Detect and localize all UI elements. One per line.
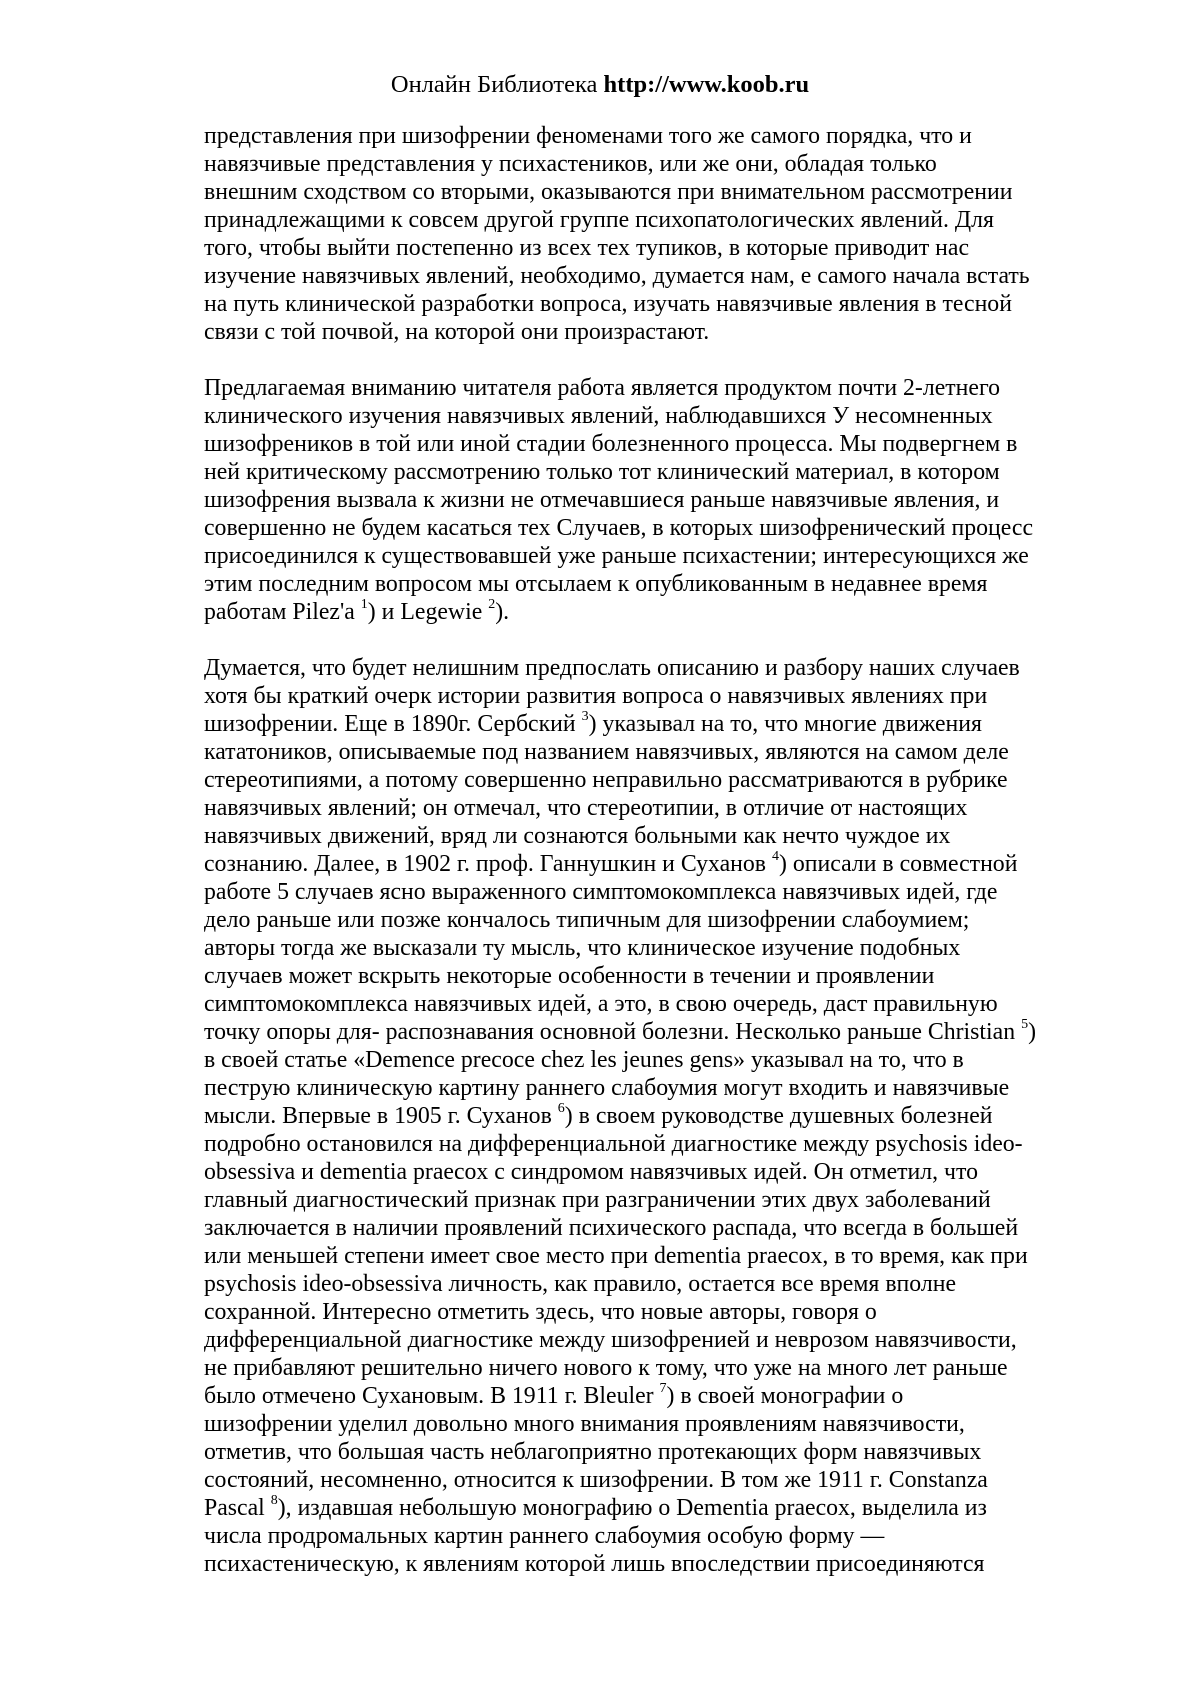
text-line: этим последним вопросом мы отсылаем к опубликованным в недавнее время [204,571,988,597]
text-line: obsessiva и dementia praecox с синдромом навязчивых идей. Он отметил, что [204,1159,979,1185]
text-line: совершенно не будем касаться тех Случаев, в которых шизофренический процесс [204,515,1034,541]
text-line: внешним сходством со вторыми, оказываются при внимательном рассмотрении [204,179,1013,205]
text-fragment: точку опоры для- распознавания основной болезни. Несколько раньше Christian [204,1019,1022,1045]
footnote-ref-4[interactable]: 4 [772,849,779,865]
text-line: не прибавляют решительно ничего нового к тому, что уже на много лет раньше [204,1355,1008,1381]
text-fragment: мысли. Впервые в 1905 г. Суханов [204,1103,558,1129]
text-line: представления при шизофрении феноменами того же самого порядка, что и [204,123,972,149]
footnote-ref-6[interactable]: 6 [557,1101,565,1117]
paragraph-3 [204,654,1094,1578]
text-line: симптомокомплекса навязчивых идей, а это, в свою очередь, даст правильную [204,991,998,1017]
text-line-with-footnotes [204,598,1094,626]
text-line: клинического изучения навязчивых явлений, наблюдавшихся У несомненных [204,403,993,429]
text-line: связи с той почвой, на которой они произрастают. [204,319,710,345]
text-line: того, чтобы выйти постепенно из всех тех тупиков, в которые приводит нас [204,235,970,261]
text-line: числа продромальных картин раннего слабоумия особую форму — [204,1523,885,1549]
text-fragment: ) в своем руководстве душевных болезней [564,1103,993,1129]
text-fragment: шизофрении. Еще в 1890г. Сербский [204,711,582,737]
text-fragment: сознанию. Далее, в 1902 г. проф. Ганнушкин и Суханов [204,851,772,877]
page-header [0,70,1200,100]
text-line: шизофрении уделил довольно много внимания проявлениям навязчивости, [204,1411,965,1437]
text-line: на путь клинической разработки вопроса, изучать навязчивые явления в тесной [204,291,1012,317]
text-line: кататоников, описываемые под названием навязчивых, являются на самом деле [204,739,1009,765]
text-line: случаев может вскрыть некоторые особенности в течении и проявлении [204,963,935,989]
paragraph-2 [204,374,1094,626]
text-line: авторы тогда же высказали ту мысль, что клиническое изучение подобных [204,935,961,961]
text-line-with-footnote [204,710,1094,738]
text-fragment: ) указывал на то, что многие движения [588,711,982,737]
text-fragment: работам Pilez'a [204,599,361,625]
footnote-ref-8[interactable]: 8 [270,1493,278,1509]
text-line: пеструю клиническую картину раннего слабоумия могут входить и навязчивые [204,1075,1010,1101]
text-line: шизофрения вызвала к жизни не отмечавшиеся раньше навязчивые явления, и [204,487,1000,513]
paragraph-1 [204,122,1094,346]
text-line: присоединился к существовавшей уже раньше психастении; интересующихся же [204,543,1029,569]
footnote-ref-7[interactable]: 7 [659,1381,667,1397]
text-line-with-footnote [204,850,1094,878]
text-fragment: ) [1028,1019,1037,1045]
text-fragment: Pascal [204,1495,271,1521]
text-line: Предлагаемая вниманию читателя работа является продуктом почти 2-летнего [204,375,1001,401]
text-line: в своей статье «Demence precoce chez les jeunes gens» указывал на то, что в [204,1047,964,1073]
text-line: отметив, что большая часть неблагоприятно протекающих форм навязчивых [204,1439,982,1465]
text-line: шизофреников в той или иной стадии болезненного процесса. Мы подвергнем в [204,431,1018,457]
text-fragment: было отмечено Сухановым. В 1911 г. Bleuler [204,1383,660,1409]
text-line: принадлежащими к совсем другой группе психопатологических явлений. Для [204,207,994,233]
text-line: подробно остановился на дифференциальной диагностике между psychosis ideo- [204,1131,1023,1157]
text-fragment: ), издавшая небольшую монографию о Dementia praecox, выделила из [277,1495,987,1521]
footnote-ref-5[interactable]: 5 [1021,1017,1029,1033]
text-line: хотя бы краткий очерк истории развития вопроса о навязчивых явлениях при [204,683,988,709]
text-line-with-footnote [204,1494,1094,1522]
text-fragment: ). [495,599,510,625]
text-line-with-footnote [204,1102,1094,1130]
footnote-ref-3[interactable]: 3 [581,709,589,725]
text-line: главный диагностический признак при разграничении этих двух заболеваний [204,1187,991,1213]
text-line: ней критическому рассмотрению только тот клинический материал, в котором [204,459,1000,485]
text-line: стереотипиями, а потому совершенно неправильно рассматриваются в рубрике [204,767,1008,793]
footnote-ref-2[interactable]: 2 [488,597,496,613]
text-line: Думается, что будет нелишним предпослать описанию и разбору наших случаев [204,655,1020,681]
text-line: состояний, несомненно, относится к шизофрении. В том же 1911 г. Constanza [204,1467,988,1493]
text-line: или меньшей степени имеет свое место при dementia praecox, в то время, как при [204,1243,1028,1269]
library-url-link[interactable]: http://www.koob.ru [603,71,810,98]
text-line: сохранной. Интересно отметить здесь, что новые авторы, говоря о [204,1299,877,1325]
text-line-with-footnote [204,1018,1094,1046]
text-line: изучение навязчивых явлений, необходимо, думается нам, е самого начала встать [204,263,1030,289]
text-line-with-footnote [204,1382,1094,1410]
text-line: навязчивых явлений; он отмечал, что стереотипии, в отличие от настоящих [204,795,968,821]
text-fragment: ) в своей монографии о [666,1383,904,1409]
text-line: психастеническую, к явлениям которой лишь впоследствии присоединяются [204,1551,985,1577]
text-line: работе 5 случаев ясно выраженного симптомокомплекса навязчивых идей, где [204,879,998,905]
text-fragment: ) описали в совместной [779,851,1018,877]
library-label: Онлайн Библиотека [390,71,598,98]
text-line: psychosis ideo-obsessiva личность, как правило, остается все время вполне [204,1271,957,1297]
text-line: дело раньше или позже кончалось типичным для шизофрении слабоумием; [204,907,970,933]
footnote-ref-1[interactable]: 1 [360,597,368,613]
text-line: навязчивые представления у психастеников, или же они, обладая только [204,151,937,177]
text-line: заключается в наличии проявлений психического распада, что всегда в большей [204,1215,1019,1241]
text-line: навязчивых движений, вряд ли сознаются больными как нечто чуждое их [204,823,951,849]
text-line: дифференциальной диагностике между шизофренией и неврозом навязчивости, [204,1327,1017,1353]
text-fragment: ) и Legewie [367,599,489,625]
